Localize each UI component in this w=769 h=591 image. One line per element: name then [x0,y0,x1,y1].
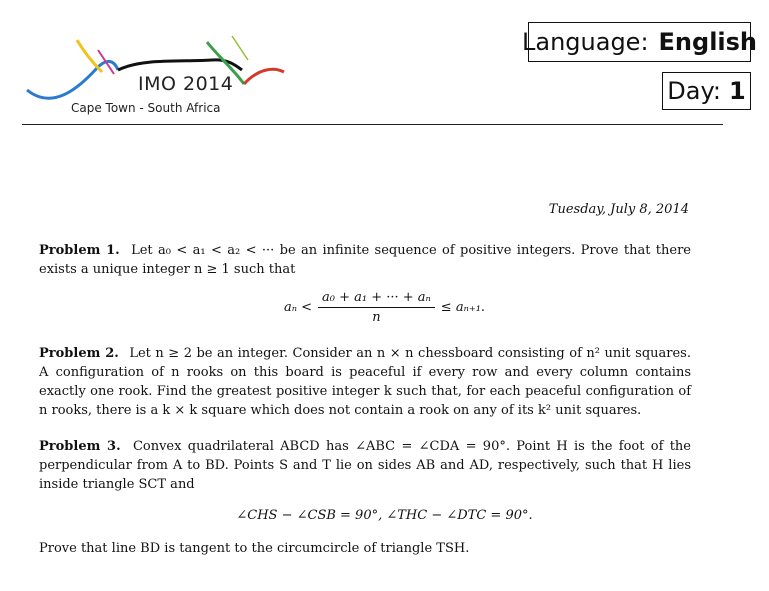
problem-1-label: Problem 1. [39,243,120,258]
problem-2-text: Let n ≥ 2 be an integer. Consider an n × n chessboard consisting of n² unit squares. A configuration of n rooks on this board is peaceful if every row and every column contains exactly one rook. Find the greatest positive integer k such that, for each peaceful configuration of n rooks, there is a k × k square which does not contain a rook on any of its k² unit squares. [39,346,691,418]
exam-date: Tuesday, July 8, 2014 [548,202,689,217]
problem-3-text: Convex quadrilateral ABCD has ∠ABC = ∠CDA = 90°. Point H is the foot of the perpendicular from A to BD. Points S and T lie on sides AB and AD, respectively, such that H lies inside triangle SCT and [39,439,691,492]
fraction-numerator: a₀ + a₁ + ··· + aₙ [318,290,435,308]
fraction-denominator: n [372,310,381,325]
problem-1-display-formula [0,290,769,325]
formula-rhs: ≤ aₙ₊₁. [440,300,486,315]
problem-1-text: Let a₀ < a₁ < a₂ < ··· be an infinite sequence of positive integers. Prove that there exists a unique integer n ≥ 1 such that [39,243,692,277]
header-divider [22,124,723,125]
formula-fraction [318,290,435,325]
day-box [662,72,751,110]
language-label: Language: [522,28,649,56]
logo-subtitle: Cape Town - South Africa [71,101,221,115]
problem-3 [39,437,691,494]
problem-2 [39,344,691,420]
problem-1 [39,241,691,279]
imo-logo [22,30,312,125]
problem-2-label: Problem 2. [39,346,119,361]
day-label: Day: [667,77,722,105]
language-box [522,22,758,62]
formula-lhs: aₙ < [283,300,312,315]
problem-3-label: Problem 3. [39,439,121,454]
problem-3-display-formula: ∠CHS − ∠CSB = 90°, ∠THC − ∠DTC = 90°. [236,508,533,523]
language-value: English [658,28,758,56]
day-value: 1 [729,77,746,105]
logo-title: IMO 2014 [138,73,234,95]
problem-3-closing: Prove that line BD is tangent to the circumcircle of triangle TSH. [39,541,470,556]
